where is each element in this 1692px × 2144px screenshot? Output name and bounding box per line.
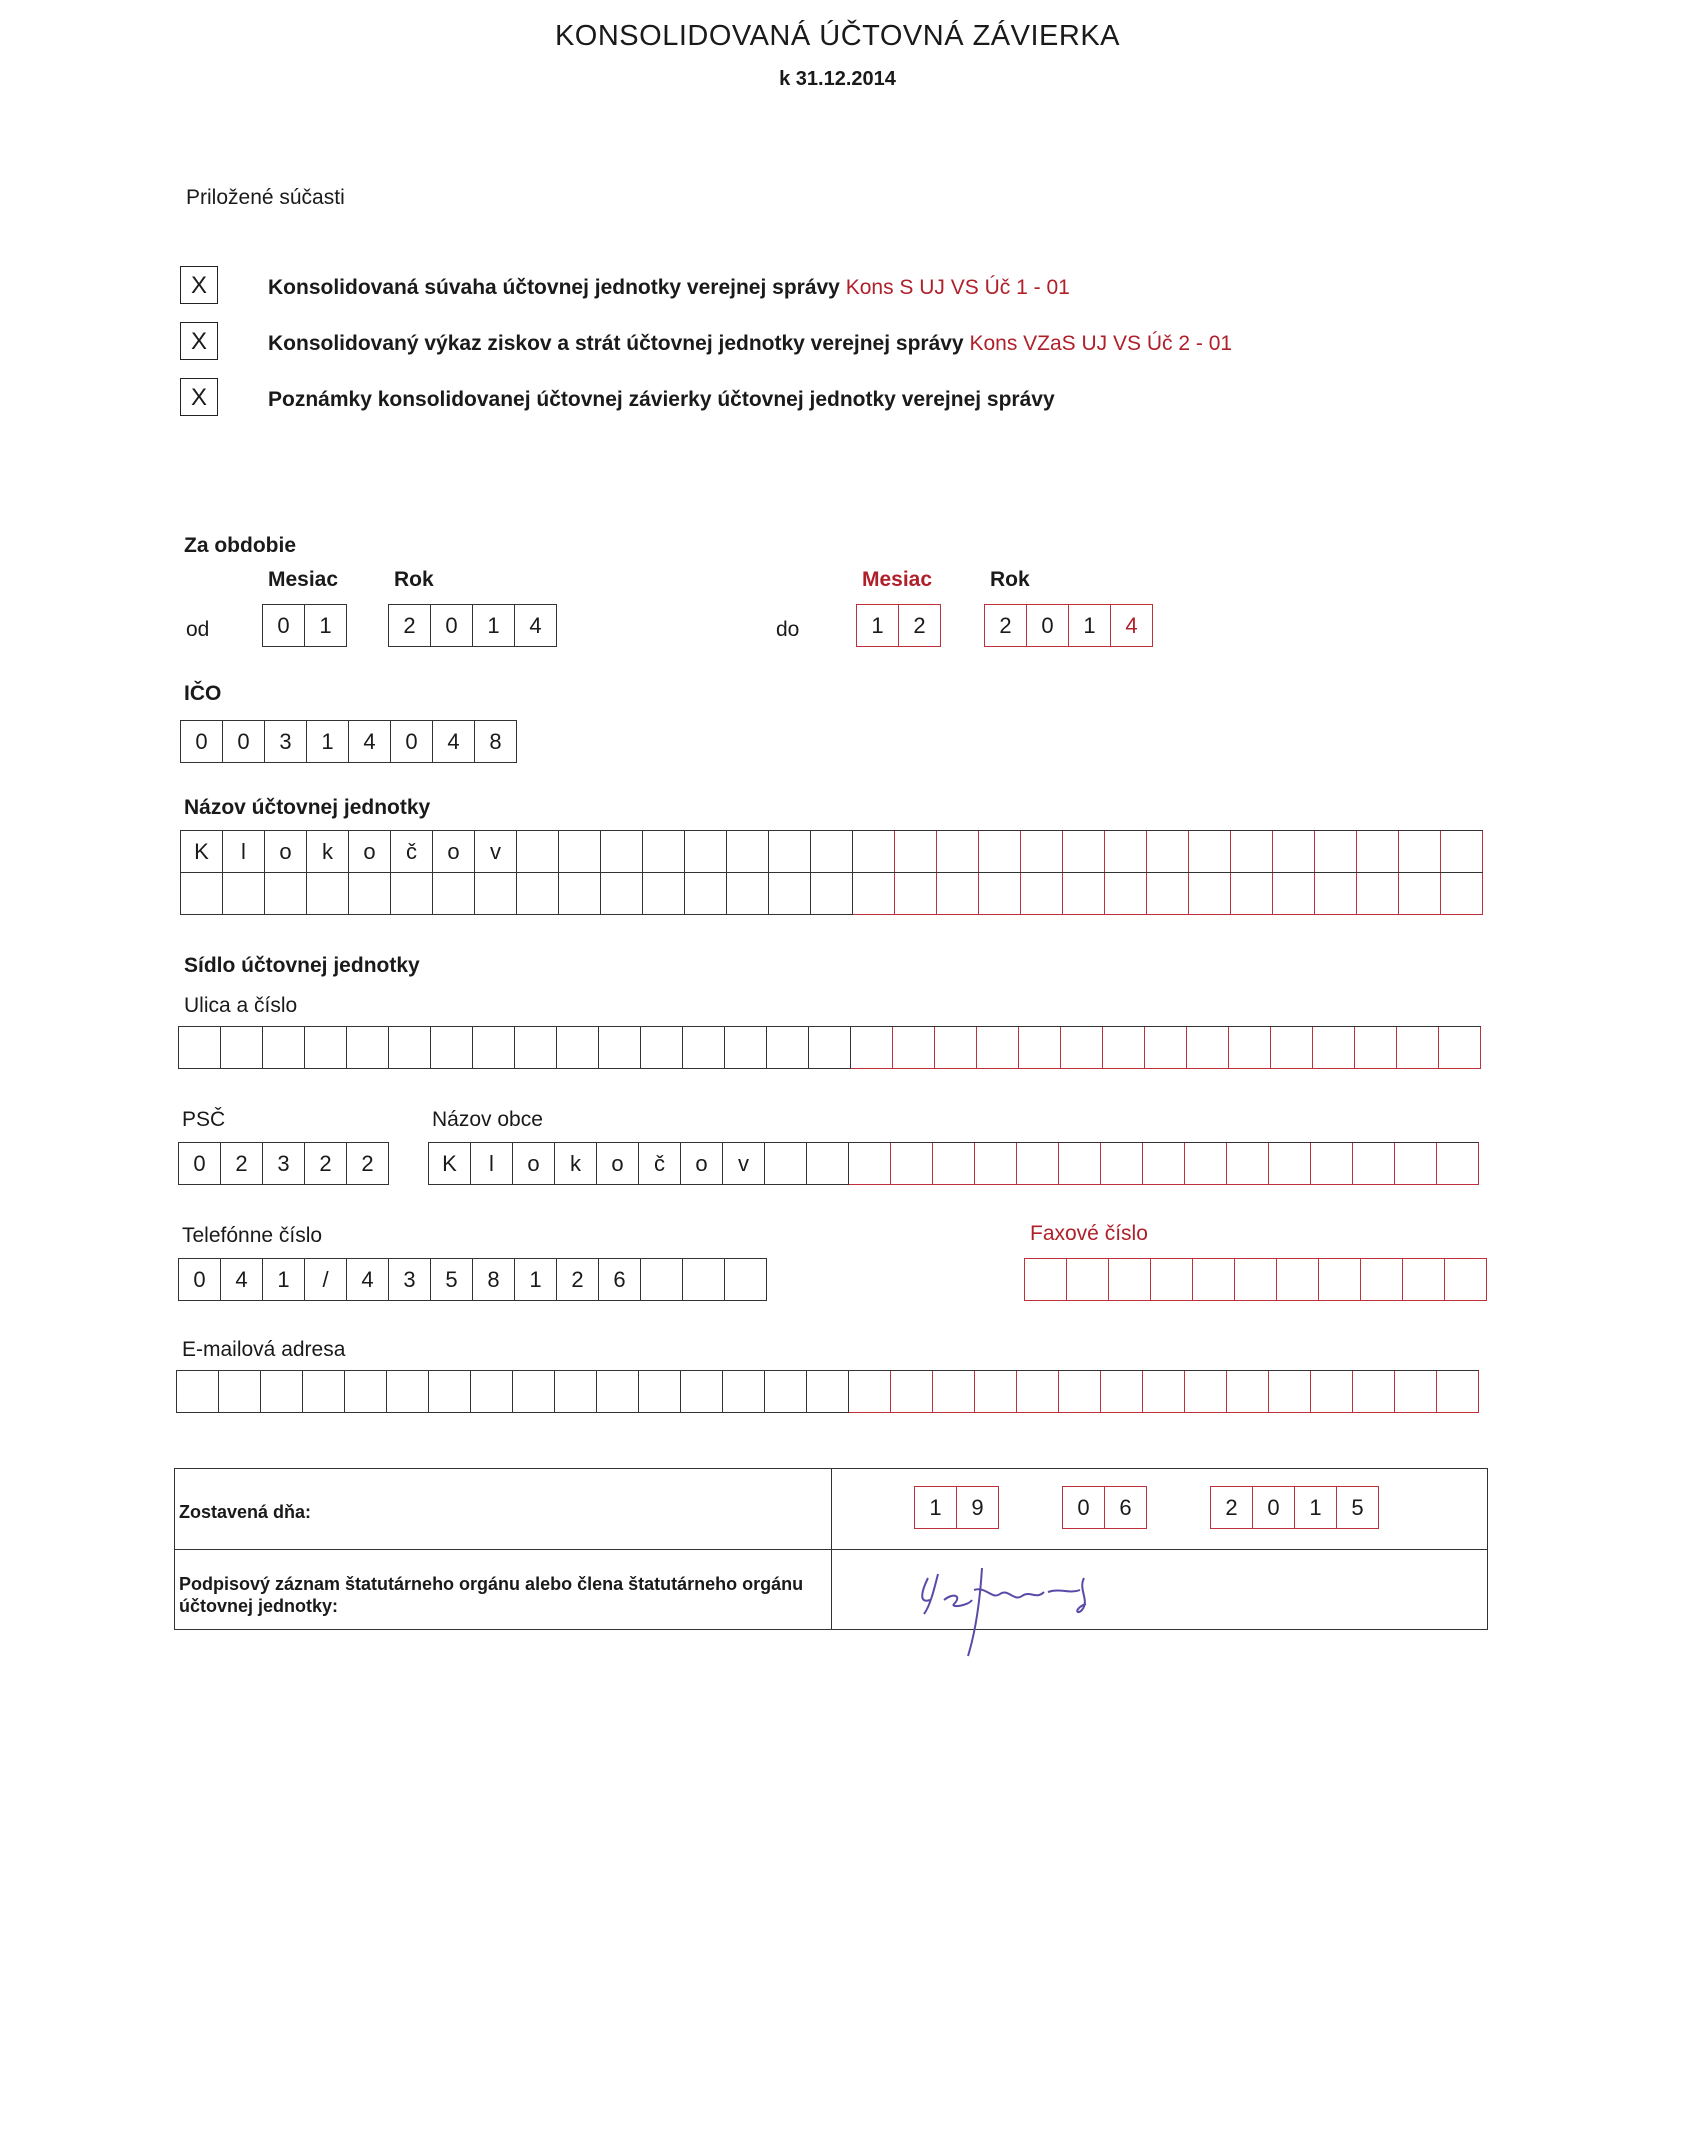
char-cell	[219, 1371, 261, 1413]
char-cell	[1017, 1371, 1059, 1413]
char-cell	[597, 1371, 639, 1413]
char-cell	[1313, 1027, 1355, 1069]
digit-cell: 0	[223, 721, 265, 763]
char-cell	[559, 873, 601, 915]
char-cell	[1399, 831, 1441, 873]
unit-name-row1[interactable]	[180, 830, 1483, 873]
char-cell	[1445, 1259, 1487, 1301]
char-cell	[727, 873, 769, 915]
char-cell	[1105, 873, 1147, 915]
char-cell	[1311, 1371, 1353, 1413]
digit-cell: 0	[263, 605, 305, 647]
digit-cell: 1	[473, 605, 515, 647]
phone-field[interactable]	[178, 1258, 767, 1301]
char-cell	[1189, 873, 1231, 915]
digit-cell: 4	[349, 721, 391, 763]
phone-label: Telefónne číslo	[182, 1224, 323, 1247]
char-cell	[1101, 1371, 1143, 1413]
digit-cell: 3	[263, 1143, 305, 1185]
digit-cell: 1	[515, 1259, 557, 1301]
char-cell: o	[681, 1143, 723, 1185]
digit-cell: 4	[515, 605, 557, 647]
char-cell	[1067, 1259, 1109, 1301]
char-cell	[933, 1371, 975, 1413]
psc-field[interactable]	[178, 1142, 389, 1185]
attachment-text: Poznámky konsolidovanej účtovnej závierky účtovnej jednotky verejnej správy	[268, 388, 1055, 411]
char-cell	[891, 1371, 933, 1413]
to-month-field[interactable]	[856, 604, 941, 647]
char-cell	[1103, 1027, 1145, 1069]
from-month-field[interactable]	[262, 604, 347, 647]
char-cell	[1105, 831, 1147, 873]
page-title: KONSOLIDOVANÁ ÚČTOVNÁ ZÁVIERKA	[554, 20, 1121, 52]
char-cell	[975, 1371, 1017, 1413]
digit-cell: 0	[181, 721, 223, 763]
char-cell	[727, 831, 769, 873]
char-cell	[933, 1143, 975, 1185]
digit-cell: 8	[473, 1259, 515, 1301]
digit-cell: 1	[857, 605, 899, 647]
char-cell	[1061, 1027, 1103, 1069]
char-cell: č	[391, 831, 433, 873]
char-cell	[811, 831, 853, 873]
char-cell	[1143, 1143, 1185, 1185]
char-cell	[177, 1371, 219, 1413]
char-cell	[849, 1371, 891, 1413]
char-cell	[431, 1027, 473, 1069]
fax-label: Faxové číslo	[1030, 1222, 1148, 1245]
attachment-checkbox-balance[interactable]: X	[180, 266, 218, 304]
char-cell	[265, 873, 307, 915]
char-cell: k	[307, 831, 349, 873]
char-cell	[1355, 1027, 1397, 1069]
char-cell	[305, 1027, 347, 1069]
char-cell	[349, 873, 391, 915]
to-year-field[interactable]	[984, 604, 1153, 647]
attachment-item-profit-loss	[268, 332, 1232, 356]
char-cell: K	[429, 1143, 471, 1185]
ico-label: IČO	[184, 682, 222, 705]
unit-name-label: Názov účtovnej jednotky	[184, 796, 431, 819]
char-cell	[1269, 1371, 1311, 1413]
char-cell	[1357, 873, 1399, 915]
digit-cell: 0	[179, 1143, 221, 1185]
psc-label: PSČ	[182, 1108, 226, 1131]
digit-cell: 0	[1027, 605, 1069, 647]
signature-label-line2: účtovnej jednotky:	[179, 1596, 339, 1616]
char-cell	[975, 1143, 1017, 1185]
from-year-label: Rok	[394, 568, 434, 591]
street-field[interactable]	[178, 1026, 1481, 1069]
compiled-year-field[interactable]	[1210, 1486, 1379, 1529]
char-cell	[1187, 1027, 1229, 1069]
char-cell	[893, 1027, 935, 1069]
char-cell	[1437, 1371, 1479, 1413]
digit-cell: 4	[433, 721, 475, 763]
char-cell	[1403, 1259, 1445, 1301]
char-cell	[223, 873, 265, 915]
char-cell	[307, 873, 349, 915]
digit-cell: 5	[1337, 1487, 1379, 1529]
char-cell	[1395, 1371, 1437, 1413]
char-cell	[1235, 1259, 1277, 1301]
char-cell: v	[723, 1143, 765, 1185]
street-label: Ulica a číslo	[184, 994, 298, 1017]
attachment-checkbox-notes[interactable]: X	[180, 378, 218, 416]
page-subtitle: k 31.12.2014	[779, 68, 896, 90]
char-cell: o	[433, 831, 475, 873]
digit-cell: 1	[263, 1259, 305, 1301]
char-cell	[1353, 1371, 1395, 1413]
char-cell	[769, 831, 811, 873]
char-cell	[1437, 1143, 1479, 1185]
digit-cell: 3	[389, 1259, 431, 1301]
char-cell	[643, 873, 685, 915]
char-cell	[1109, 1259, 1151, 1301]
digit-cell	[683, 1259, 725, 1301]
signature-label	[179, 1573, 803, 1617]
char-cell	[853, 873, 895, 915]
char-cell	[221, 1027, 263, 1069]
attachment-checkbox-profit-loss[interactable]: X	[180, 322, 218, 360]
town-field[interactable]	[428, 1142, 1479, 1185]
char-cell	[1439, 1027, 1481, 1069]
char-cell	[345, 1371, 387, 1413]
char-cell	[475, 873, 517, 915]
char-cell: o	[265, 831, 307, 873]
digit-cell: 1	[307, 721, 349, 763]
char-cell	[977, 1027, 1019, 1069]
char-cell	[1269, 1143, 1311, 1185]
char-cell	[1063, 873, 1105, 915]
to-year-label: Rok	[990, 568, 1030, 591]
digit-cell	[641, 1259, 683, 1301]
char-cell	[601, 831, 643, 873]
char-cell	[1193, 1259, 1235, 1301]
char-cell	[1395, 1143, 1437, 1185]
attachment-code: Kons S UJ VS Úč 1 - 01	[845, 276, 1070, 299]
attachment-code: Kons VZaS UJ VS Úč 2 - 01	[969, 332, 1233, 355]
char-cell	[1319, 1259, 1361, 1301]
attachment-item-balance	[268, 276, 1070, 300]
char-cell	[683, 1027, 725, 1069]
char-cell	[1185, 1371, 1227, 1413]
digit-cell: 9	[957, 1487, 999, 1529]
char-cell	[1227, 1371, 1269, 1413]
digit-cell: 0	[431, 605, 473, 647]
char-cell	[937, 831, 979, 873]
digit-cell: 4	[221, 1259, 263, 1301]
char-cell: o	[513, 1143, 555, 1185]
from-year-field[interactable]	[388, 604, 557, 647]
email-label: E-mailová adresa	[182, 1338, 346, 1361]
char-cell	[1397, 1027, 1439, 1069]
char-cell: l	[223, 831, 265, 873]
char-cell	[1101, 1143, 1143, 1185]
char-cell	[769, 873, 811, 915]
town-label: Názov obce	[432, 1108, 543, 1131]
char-cell	[1021, 873, 1063, 915]
digit-cell: 2	[557, 1259, 599, 1301]
attachment-text: Konsolidovaná súvaha účtovnej jednotky verejnej správy	[268, 276, 840, 299]
seat-heading: Sídlo účtovnej jednotky	[184, 954, 420, 977]
char-cell	[515, 1027, 557, 1069]
attachment-text: Konsolidovaný výkaz ziskov a strát účtovnej jednotky verejnej správy	[268, 332, 964, 355]
char-cell	[517, 873, 559, 915]
char-cell	[261, 1371, 303, 1413]
digit-cell: 1	[1295, 1487, 1337, 1529]
period-heading: Za obdobie	[184, 534, 296, 557]
char-cell	[433, 873, 475, 915]
char-cell	[599, 1027, 641, 1069]
char-cell	[895, 831, 937, 873]
from-month-label: Mesiac	[268, 568, 339, 591]
digit-cell: 1	[305, 605, 347, 647]
compiled-day-field[interactable]	[914, 1486, 999, 1529]
char-cell	[555, 1371, 597, 1413]
char-cell	[391, 873, 433, 915]
char-cell	[643, 831, 685, 873]
ico-field[interactable]	[180, 720, 517, 763]
char-cell	[429, 1371, 471, 1413]
char-cell	[807, 1143, 849, 1185]
digit-cell: 4	[347, 1259, 389, 1301]
digit-cell: 0	[1253, 1487, 1295, 1529]
char-cell	[979, 873, 1021, 915]
char-cell	[1151, 1259, 1193, 1301]
char-cell	[853, 831, 895, 873]
digit-cell: 8	[475, 721, 517, 763]
digit-cell: 0	[179, 1259, 221, 1301]
char-cell	[937, 873, 979, 915]
char-cell	[809, 1027, 851, 1069]
char-cell	[263, 1027, 305, 1069]
char-cell	[1145, 1027, 1187, 1069]
char-cell	[1147, 873, 1189, 915]
unit-name-row2[interactable]	[180, 872, 1483, 915]
char-cell	[1361, 1259, 1403, 1301]
char-cell	[471, 1371, 513, 1413]
char-cell	[1147, 831, 1189, 873]
digit-cell: 5	[431, 1259, 473, 1301]
digit-cell: 2	[899, 605, 941, 647]
char-cell	[1353, 1143, 1395, 1185]
char-cell	[1063, 831, 1105, 873]
char-cell	[685, 831, 727, 873]
signature-label-line1: Podpisový záznam štatutárneho orgánu alebo člena štatutárneho orgánu	[179, 1574, 804, 1594]
char-cell	[1357, 831, 1399, 873]
char-cell: č	[639, 1143, 681, 1185]
char-cell	[1025, 1259, 1067, 1301]
char-cell	[891, 1143, 933, 1185]
char-cell	[1273, 873, 1315, 915]
char-cell	[811, 873, 853, 915]
char-cell	[1441, 831, 1483, 873]
char-cell	[935, 1027, 977, 1069]
char-cell	[1441, 873, 1483, 915]
char-cell	[685, 873, 727, 915]
to-month-label: Mesiac	[862, 568, 933, 591]
char-cell	[473, 1027, 515, 1069]
char-cell	[1229, 1027, 1271, 1069]
char-cell	[347, 1027, 389, 1069]
char-cell	[1059, 1143, 1101, 1185]
char-cell	[1019, 1027, 1061, 1069]
digit-cell: 2	[1211, 1487, 1253, 1529]
email-field[interactable]	[176, 1370, 1479, 1413]
char-cell	[765, 1143, 807, 1185]
char-cell	[1231, 831, 1273, 873]
char-cell	[1315, 873, 1357, 915]
digit-cell: 2	[305, 1143, 347, 1185]
digit-cell: 1	[1069, 605, 1111, 647]
char-cell	[1271, 1027, 1313, 1069]
char-cell	[179, 1027, 221, 1069]
digit-cell: 1	[915, 1487, 957, 1529]
char-cell	[1311, 1143, 1353, 1185]
to-label: do	[776, 618, 800, 641]
char-cell	[1017, 1143, 1059, 1185]
digit-cell	[725, 1259, 767, 1301]
table-divider	[831, 1469, 832, 1629]
char-cell: K	[181, 831, 223, 873]
char-cell	[513, 1371, 555, 1413]
char-cell	[1315, 831, 1357, 873]
char-cell: k	[555, 1143, 597, 1185]
char-cell	[601, 873, 643, 915]
char-cell	[979, 831, 1021, 873]
signature-image	[910, 1560, 1130, 1660]
from-label: od	[186, 618, 210, 641]
digit-cell: 4	[1111, 605, 1153, 647]
char-cell	[639, 1371, 681, 1413]
char-cell	[767, 1027, 809, 1069]
digit-cell: /	[305, 1259, 347, 1301]
char-cell: v	[475, 831, 517, 873]
char-cell	[1059, 1371, 1101, 1413]
char-cell	[303, 1371, 345, 1413]
digit-cell: 2	[347, 1143, 389, 1185]
char-cell	[807, 1371, 849, 1413]
char-cell: l	[471, 1143, 513, 1185]
attachment-item-notes	[268, 388, 1055, 412]
char-cell	[389, 1027, 431, 1069]
digit-cell: 2	[221, 1143, 263, 1185]
attachments-heading: Priložené súčasti	[186, 186, 345, 209]
char-cell	[1189, 831, 1231, 873]
char-cell	[1227, 1143, 1269, 1185]
char-cell: o	[597, 1143, 639, 1185]
char-cell	[765, 1371, 807, 1413]
char-cell	[851, 1027, 893, 1069]
char-cell	[1399, 873, 1441, 915]
char-cell	[725, 1027, 767, 1069]
char-cell	[1231, 873, 1273, 915]
compiled-month-field[interactable]	[1062, 1486, 1147, 1529]
digit-cell: 0	[1063, 1487, 1105, 1529]
char-cell	[849, 1143, 891, 1185]
char-cell	[895, 873, 937, 915]
char-cell	[681, 1371, 723, 1413]
digit-cell: 2	[389, 605, 431, 647]
char-cell	[559, 831, 601, 873]
char-cell	[1185, 1143, 1227, 1185]
char-cell	[517, 831, 559, 873]
char-cell	[1143, 1371, 1185, 1413]
digit-cell: 3	[265, 721, 307, 763]
char-cell: o	[349, 831, 391, 873]
char-cell	[1273, 831, 1315, 873]
digit-cell: 0	[391, 721, 433, 763]
digit-cell: 6	[599, 1259, 641, 1301]
digit-cell: 2	[985, 605, 1027, 647]
char-cell	[1021, 831, 1063, 873]
char-cell	[181, 873, 223, 915]
char-cell	[557, 1027, 599, 1069]
compiled-label: Zostavená dňa:	[179, 1502, 312, 1522]
char-cell	[723, 1371, 765, 1413]
digit-cell: 6	[1105, 1487, 1147, 1529]
char-cell	[1277, 1259, 1319, 1301]
char-cell	[387, 1371, 429, 1413]
char-cell	[641, 1027, 683, 1069]
fax-field[interactable]	[1024, 1258, 1487, 1301]
